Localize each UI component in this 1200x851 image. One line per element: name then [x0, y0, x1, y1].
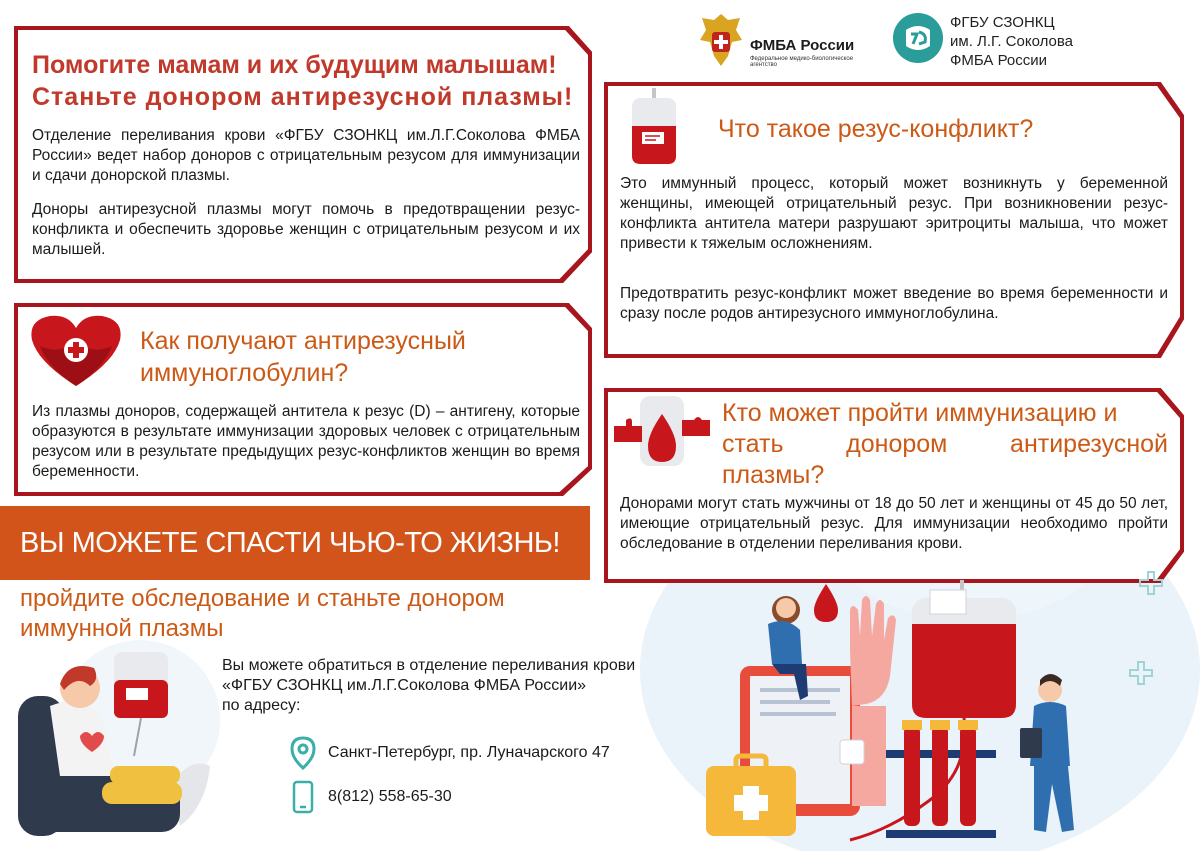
smartphone-icon	[292, 780, 314, 814]
immunoglobulin-paragraph: Из плазмы доноров, содержащей антитела к резус (D) – антигену, которые образуются в результате иммунизации здоровых человек с отрицательным резусом или в результате предыдущих резус-конфликтов женщин во время беременности.	[32, 403, 580, 480]
immunoglobulin-title-line1: Как получают антирезусный	[140, 327, 466, 355]
blood-bag-icon	[624, 88, 684, 168]
conflict-title: Что такое резус-конфликт?	[718, 115, 1034, 143]
donor-chair-illustration	[10, 646, 220, 846]
who-title-line1: Кто может пройти иммунизацию и	[722, 399, 1118, 427]
intro-paragraph1: Отделение переливания крови «ФГБУ СЗОНКЦ им.Л.Г.Соколова ФМБА России» ведет набор доноров с отрицательным резусом для иммунизации и сдачи донорской плазмы.	[32, 127, 580, 184]
medical-staff-illustration	[690, 540, 1190, 846]
intro-paragraph2: Доноры антирезусной плазмы могут помочь в предотвращении резус-конфликта и обеспечить здоровье женщин с отрицательным резусом и их малышей.	[32, 201, 580, 258]
cta-line2: иммунной плазмы	[20, 615, 224, 642]
sokolov-logo	[892, 12, 1102, 70]
contact-line1: Вы можете обратиться в отделение переливания крови	[222, 657, 636, 674]
who-paragraph: Донорами могут стать мужчины от 18 до 50 лет и женщины от 45 до 50 лет, имеющие отрицательный резус. Для иммунизации необходимо пройти обследование в отделении переливания крови.	[620, 495, 1168, 552]
intro-title-line1: Помогите мамам и их будущим малышам!	[32, 51, 557, 79]
sokolov-line1: ФГБУ СЗОНКЦ	[950, 14, 1055, 31]
sokolov-emblem-icon	[892, 12, 944, 64]
contact-address: Санкт-Петербург, пр. Луначарского 47	[328, 744, 610, 761]
contact-line2: «ФГБУ СЗОНКЦ им.Л.Г.Соколова ФМБА России»	[222, 677, 587, 694]
blood-drop-puzzle-icon	[610, 392, 714, 476]
cta-line1: пройдите обследование и станьте донором	[20, 585, 505, 612]
conflict-paragraph2: Предотвратить резус-конфликт может введение во время беременности и сразу после родов антирезусного иммуноглобулина.	[620, 285, 1168, 322]
fmba-subtitle: Федеральное медико-биологическое агентство	[750, 56, 854, 68]
who-title-line2: стать донором антирезусной	[722, 430, 1168, 458]
conflict-paragraph1: Это иммунный процесс, который может возникнуть у беременной женщины, имеющей отрицательный резус. При возникновении резус-конфликта антитела матери разрушают эритроциты малыша, что может привести к тяжелым осложнениям.	[620, 175, 1168, 252]
contact-phone: 8(812) 558-65-30	[328, 788, 452, 805]
heart-drop-icon	[28, 310, 124, 390]
eagle-emblem-icon	[698, 10, 744, 70]
intro-title-line2: Станьте донором антирезусной плазмы!	[32, 83, 574, 111]
contact-line3: по адресу:	[222, 697, 301, 714]
fmba-name: ФМБА России	[750, 37, 855, 54]
who-title-line3: плазмы?	[722, 461, 825, 489]
sokolov-line3: ФМБА России	[950, 52, 1048, 69]
immunoglobulin-title-line2: иммуноглобулин?	[140, 359, 349, 387]
save-life-banner: ВЫ МОЖЕТЕ СПАСТИ ЧЬЮ-ТО ЖИЗНЬ!	[0, 506, 590, 580]
fmba-logo	[698, 10, 878, 70]
location-pin-icon	[288, 736, 318, 770]
sokolov-line2: им. Л.Г. Соколова	[950, 33, 1073, 50]
